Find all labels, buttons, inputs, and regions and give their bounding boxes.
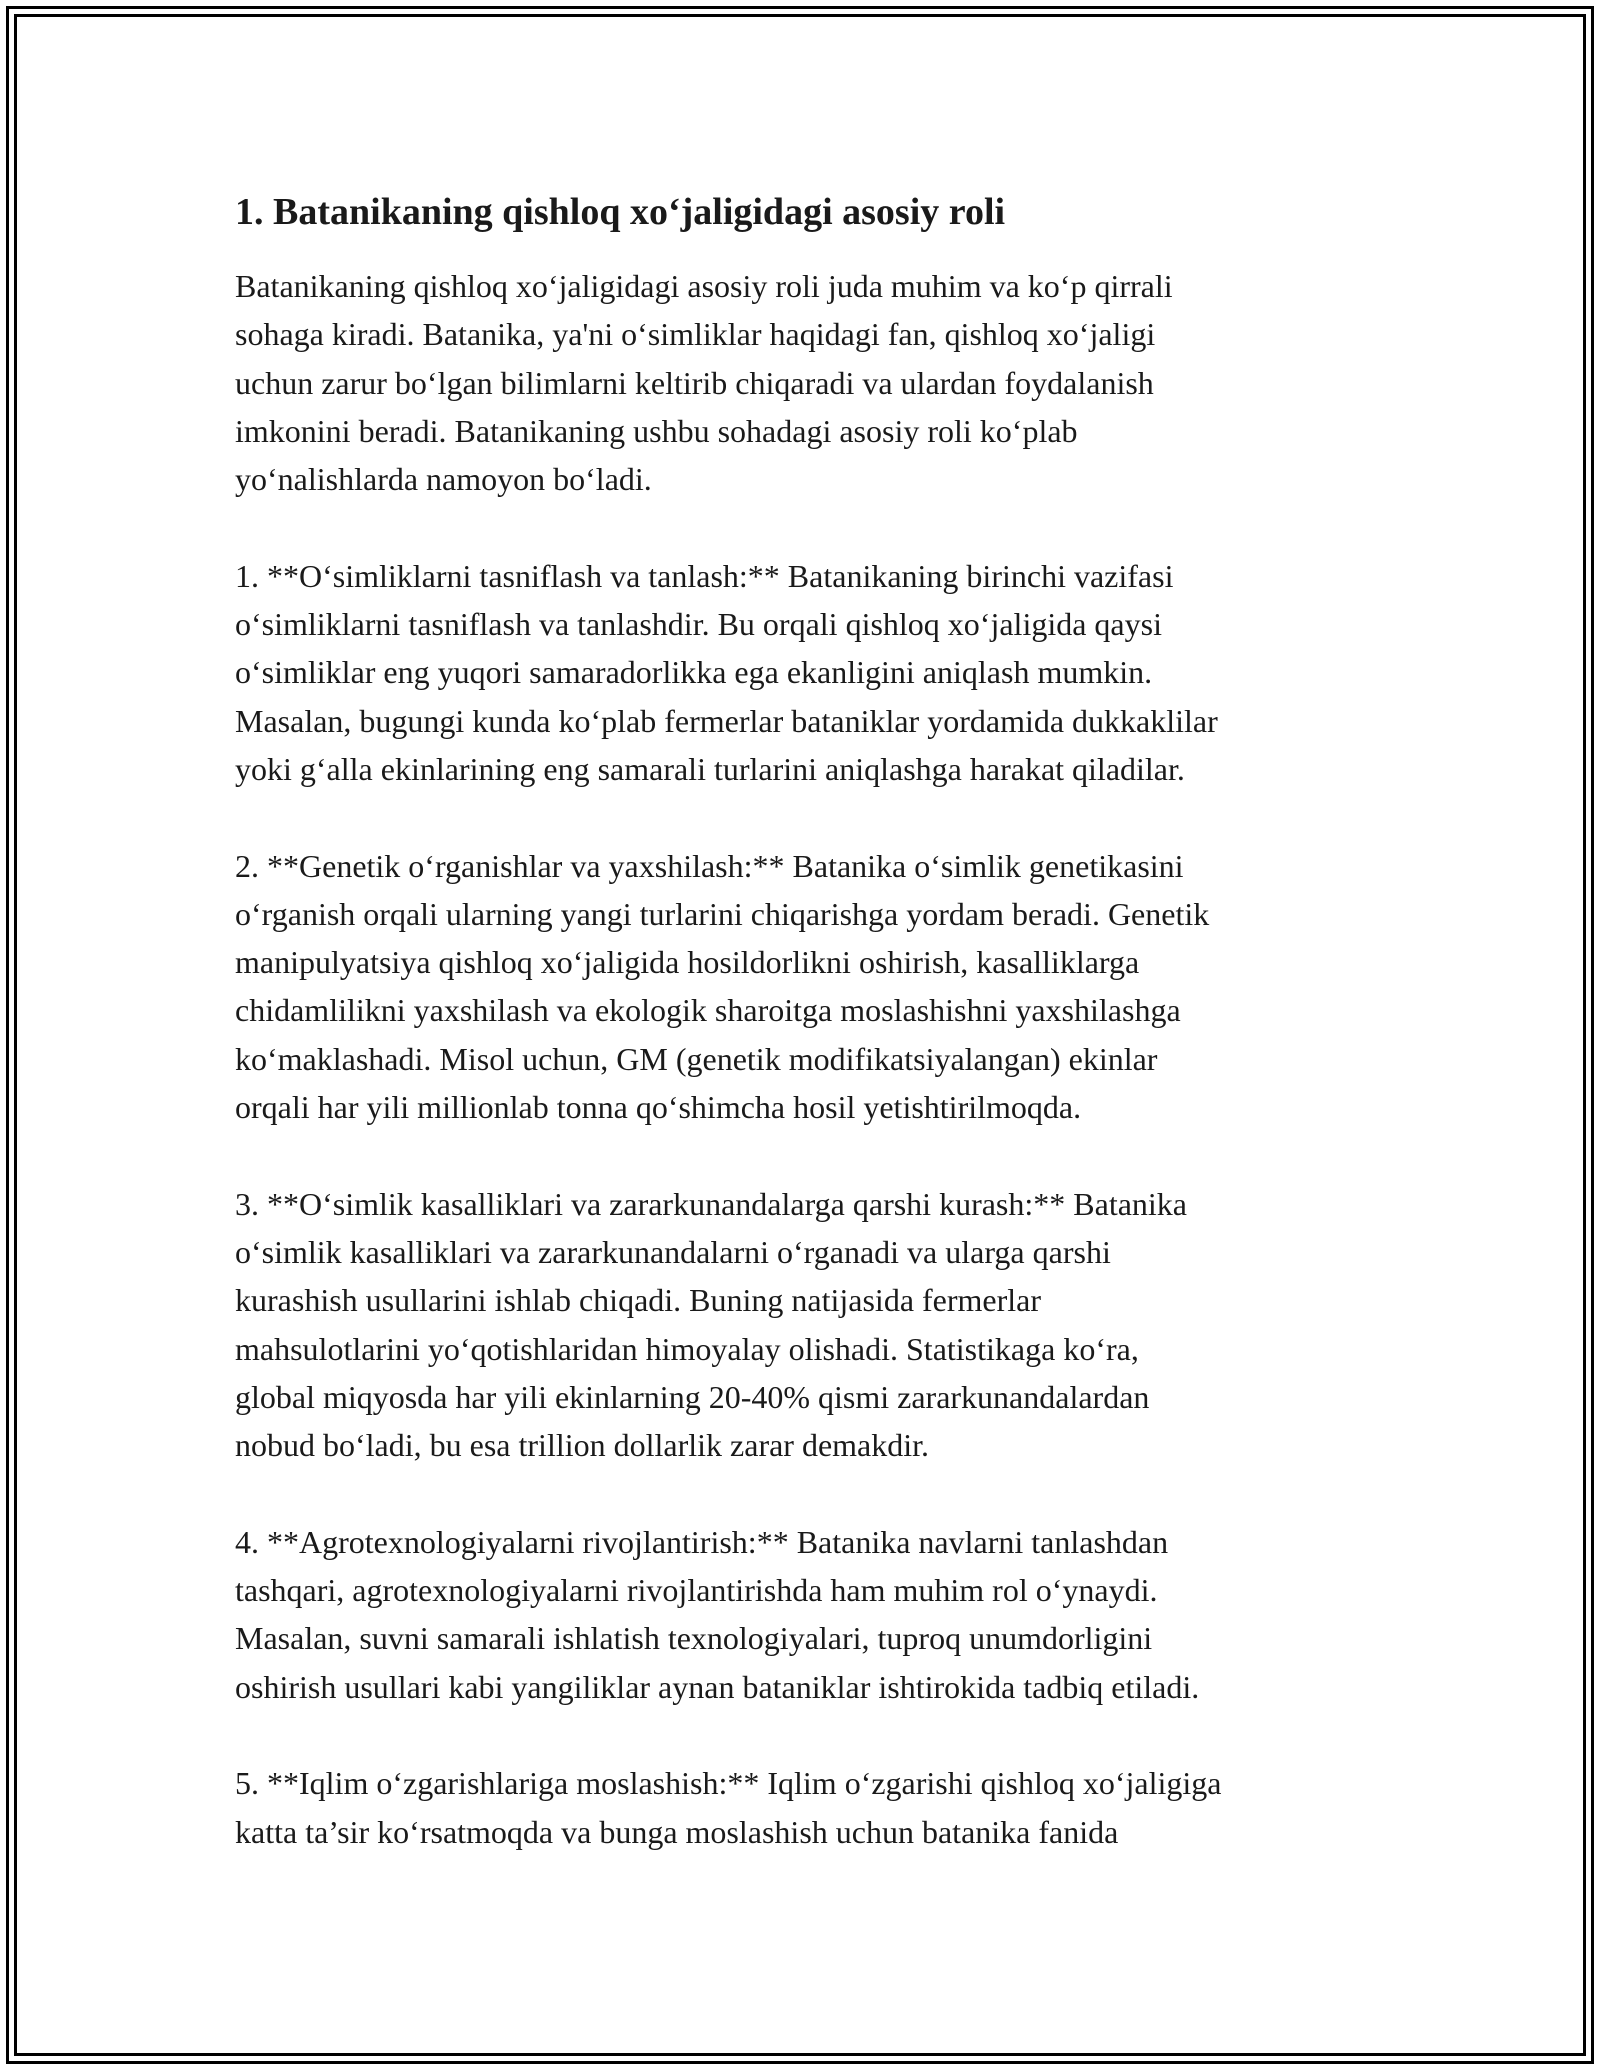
- text-line: oshirish usullari kabi yangiliklar aynan bataniklar ishtirokida tadbiq etiladi.: [235, 1668, 1200, 1705]
- text-line: nobud bo‘ladi, bu esa trillion dollarlik zarar demakdir.: [235, 1427, 930, 1464]
- text-line: yo‘nalishlarda namoyon bo‘ladi.: [235, 461, 652, 498]
- text-line: kurashish usullarini ishlab chiqadi. Buning natijasida fermerlar: [235, 1282, 1042, 1319]
- paragraph-item-5: [235, 1759, 1380, 1856]
- paragraph-item-3: [235, 1180, 1380, 1470]
- text-line: 5. **Iqlim o‘zgarishlariga moslashish:** Iqlim o‘zgarishi qishloq xo‘jaligiga: [235, 1765, 1222, 1802]
- text-line: o‘simliklarni tasniflash va tanlashdir. Bu orqali qishloq xo‘jaligida qaysi: [235, 606, 1162, 643]
- text-line: orqali har yili millionlab tonna qo‘shimcha hosil yetishtirilmoqda.: [235, 1089, 1082, 1126]
- text-line: Masalan, bugungi kunda ko‘plab fermerlar bataniklar yordamida dukkaklilar: [235, 702, 1218, 739]
- text-line: global miqyosda har yili ekinlarning 20-40% qismi zararkunandalardan: [235, 1378, 1150, 1415]
- paragraph-item-1: [235, 552, 1380, 793]
- text-line: 2. **Genetik o‘rganishlar va yaxshilash:** Batanika o‘simlik genetikasini: [235, 847, 1184, 884]
- paragraph-item-2: [235, 842, 1380, 1132]
- text-line: katta ta’sir ko‘rsatmoqda va bunga moslashish uchun batanika fanida: [235, 1813, 1119, 1850]
- text-line: Masalan, suvni samarali ishlatish texnologiyalari, tuproq unumdorligini: [235, 1620, 1153, 1657]
- page-title: 1. Batanikaning qishloq xo‘jaligidagi asosiy roli: [235, 191, 1006, 233]
- text-line: 3. **O‘simlik kasalliklari va zararkunandalarga qarshi kurash:** Batanika: [235, 1185, 1187, 1222]
- text-line: 4. **Agrotexnologiyalarni rivojlantirish:** Batanika navlarni tanlashdan: [235, 1523, 1169, 1560]
- text-line: sohaga kiradi. Batanika, ya'ni o‘simliklar haqidagi fan, qishloq xo‘jaligi: [235, 316, 1156, 353]
- paragraph-item-4: [235, 1518, 1380, 1711]
- text-line: manipulyatsiya qishloq xo‘jaligida hosildorlikni oshirish, kasalliklarga: [235, 944, 1140, 981]
- text-line: yoki g‘alla ekinlarining eng samarali turlarini aniqlashga harakat qiladilar.: [235, 750, 1185, 787]
- text-line: imkonini beradi. Batanikaning ushbu sohadagi asosiy roli ko‘plab: [235, 412, 1078, 449]
- document-body: [235, 188, 1380, 1904]
- text-line: o‘simlik kasalliklari va zararkunandalarni o‘rganadi va ularga qarshi: [235, 1233, 1111, 1270]
- text-line: tashqari, agrotexnologiyalarni rivojlantirishda ham muhim rol o‘ynaydi.: [235, 1572, 1158, 1609]
- text-line: 1. **O‘simliklarni tasniflash va tanlash:** Batanikaning birinchi vazifasi: [235, 557, 1174, 594]
- text-line: chidamlilikni yaxshilash va ekologik sharoitga moslashishni yaxshilashga: [235, 992, 1181, 1029]
- text-line: o‘simliklar eng yuqori samaradorlikka ega ekanligini aniqlash mumkin.: [235, 654, 1153, 691]
- text-line: Batanikaning qishloq xo‘jaligidagi asosiy roli juda muhim va ko‘p qirrali: [235, 268, 1173, 304]
- text-line: o‘rganish orqali ularning yangi turlarini chiqarishga yordam beradi. Genetik: [235, 895, 1210, 932]
- paragraph-intro: [235, 262, 1380, 503]
- text-line: uchun zarur bo‘lgan bilimlarni keltirib chiqaradi va ulardan foydalanish: [235, 364, 1154, 401]
- text-line: mahsulotlarini yo‘qotishlaridan himoyalay olishadi. Statistikaga ko‘ra,: [235, 1330, 1139, 1367]
- text-line: ko‘maklashadi. Misol uchun, GM (genetik modifikatsiyalangan) ekinlar: [235, 1040, 1158, 1077]
